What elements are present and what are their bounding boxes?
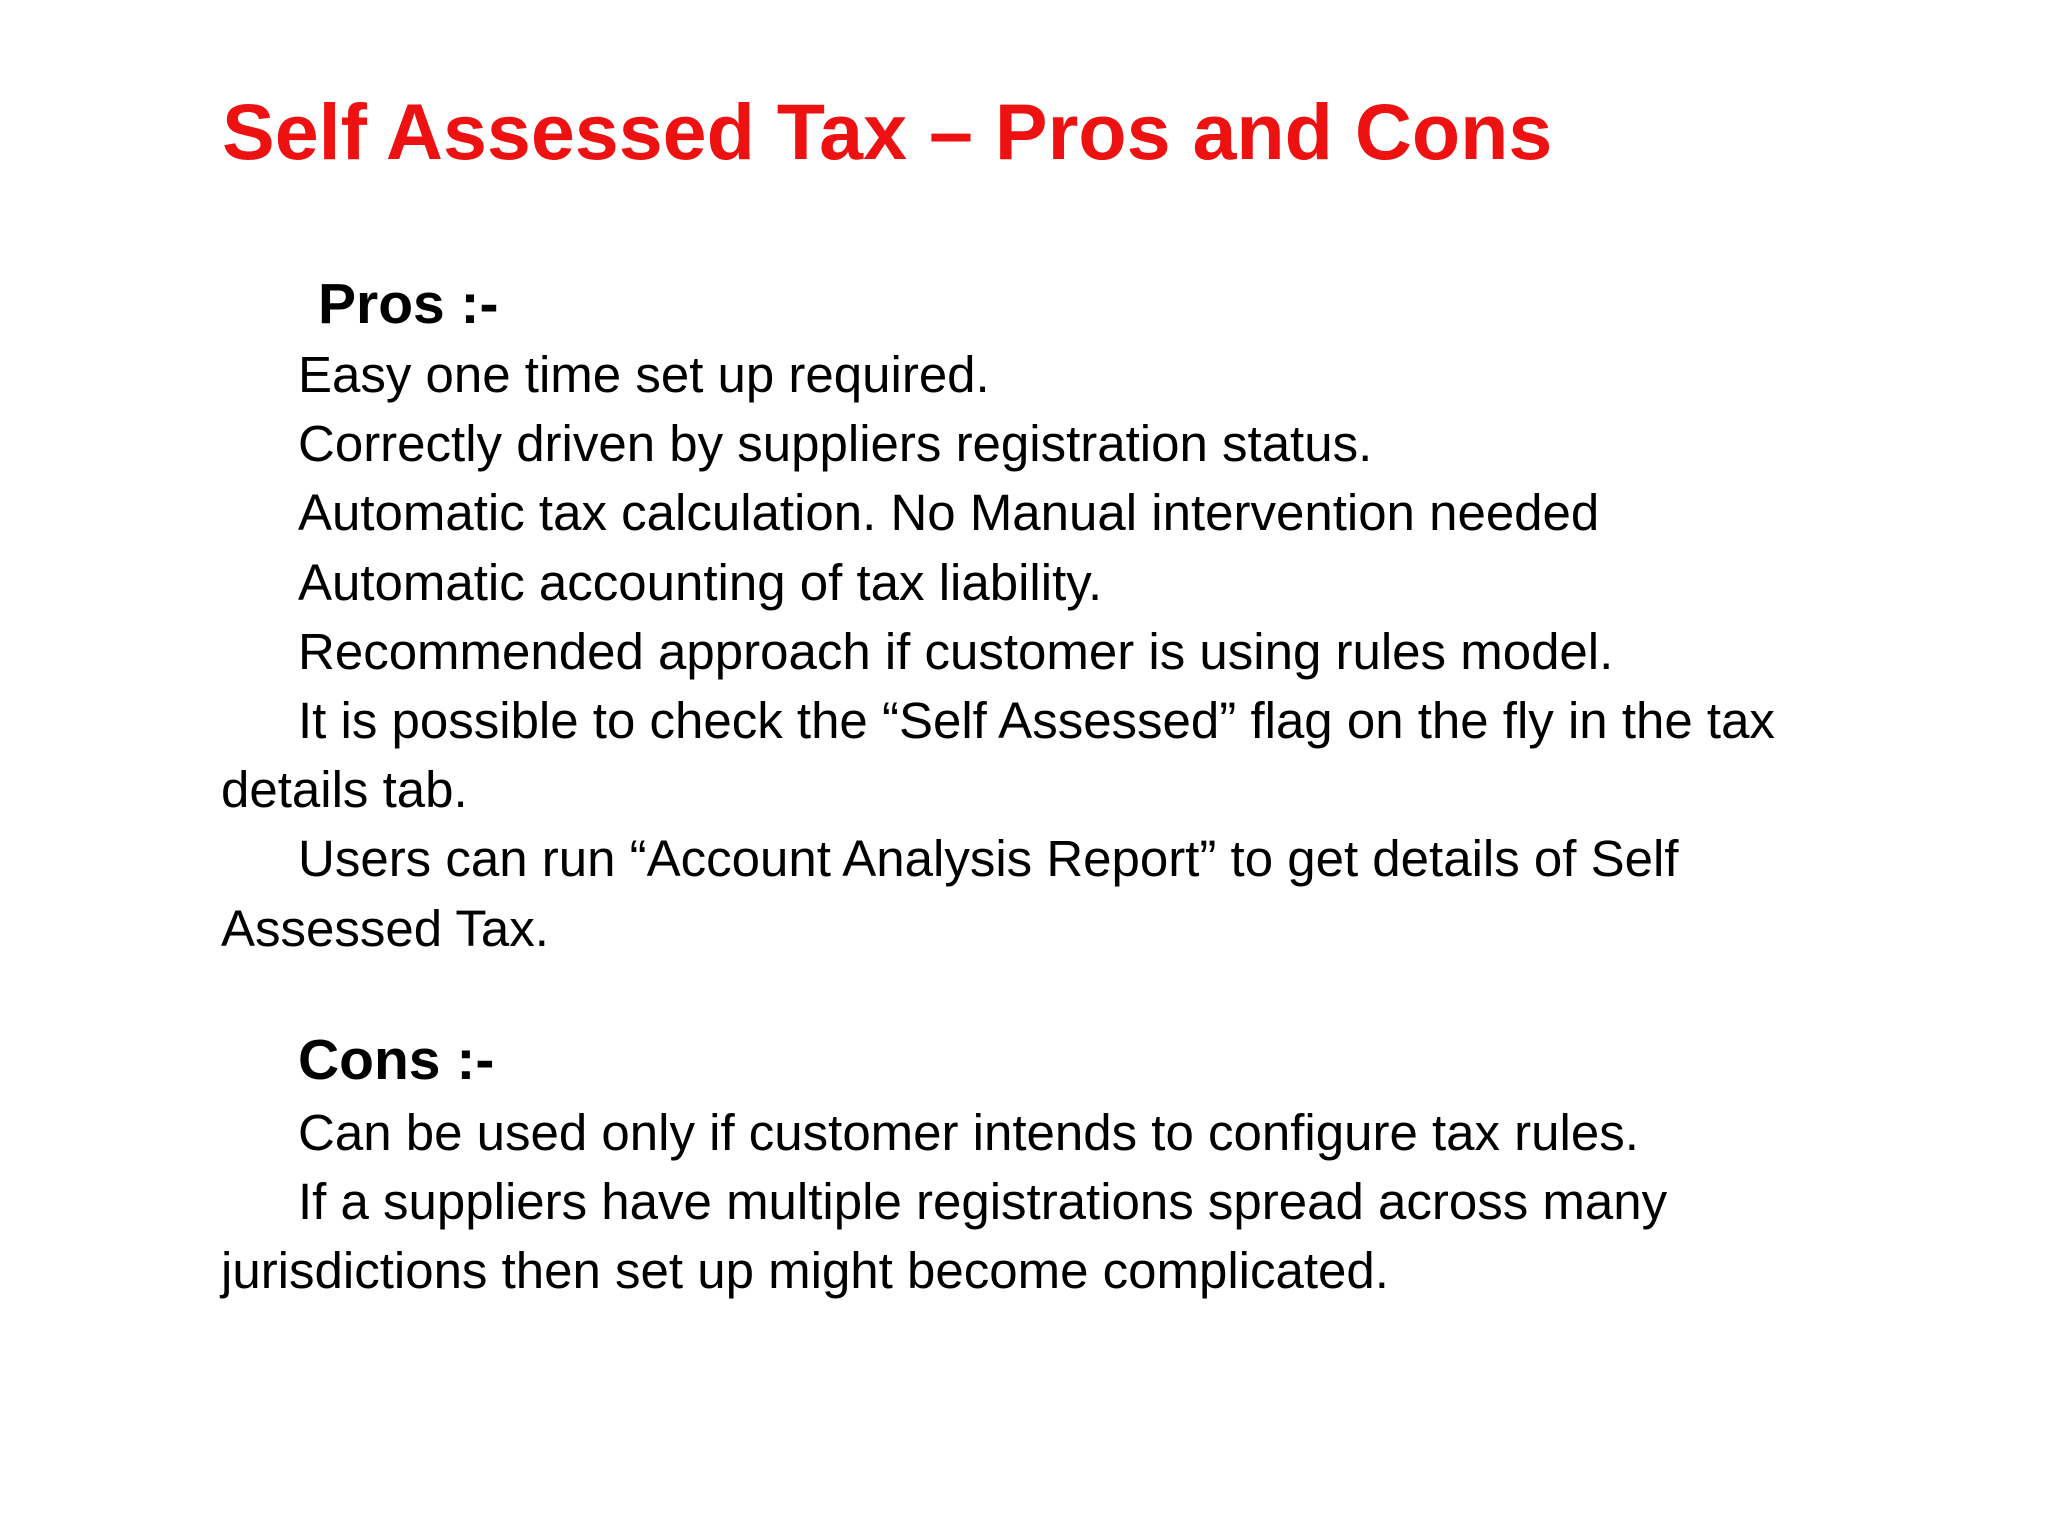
list-item: Automatic accounting of tax liability. — [298, 553, 1103, 611]
list-item: Correctly driven by suppliers registration status. — [298, 415, 1373, 473]
pros-list — [221, 340, 1841, 963]
list-item: Automatic tax calculation. No Manual intervention needed — [298, 484, 1600, 542]
list-item: Easy one time set up required. — [298, 346, 990, 403]
slide-title: Self Assessed Tax – Pros and Cons — [222, 87, 1553, 176]
cons-heading: Cons :- — [298, 1028, 495, 1092]
list-item: Can be used only if customer intends to configure tax rules. — [298, 1104, 1639, 1161]
list-item: Recommended approach if customer is using rules model. — [298, 622, 1614, 680]
cons-list — [221, 1098, 1841, 1306]
list-item: Users can run “Account Analysis Report” to get details of Self Assessed Tax. — [221, 830, 1679, 957]
pros-heading: Pros :- — [318, 272, 499, 336]
list-item: If a suppliers have multiple registrations spread across many jurisdictions then set up might become complicated. — [221, 1173, 1668, 1300]
list-item: It is possible to check the “Self Assessed” flag on the fly in the tax details tab. — [221, 692, 1775, 819]
